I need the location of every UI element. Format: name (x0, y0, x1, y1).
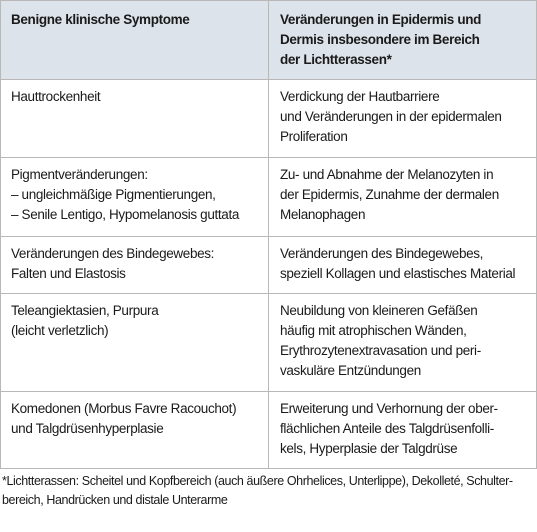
row-symptom (0, 294, 268, 391)
cell-line: Neubildung von kleineren Gefäßen (280, 303, 478, 318)
cell-line: vaskuläre Entzündungen (280, 363, 421, 378)
header-col2-line: Dermis insbesondere im Bereich (280, 32, 480, 47)
row-symptom (0, 158, 268, 236)
cell-line: häufig mit atrophischen Wänden, (280, 323, 467, 338)
table-row (0, 158, 537, 237)
table-row (0, 392, 537, 469)
table-header-row (0, 1, 537, 80)
cell-line: (leicht verletzlich) (11, 323, 109, 338)
row-change (268, 237, 537, 293)
footnote-line: bereich, Handrücken und distale Unterarme (2, 493, 228, 507)
cell-line: Melanophagen (280, 207, 366, 222)
row-change (268, 80, 537, 157)
cell-line: Verdickung der Hautbarriere (280, 89, 440, 104)
cell-line: Komedonen (Morbus Favre Racouchot) (11, 401, 237, 416)
cell-line: – Senile Lentigo, Hypomelanosis guttata (11, 207, 240, 222)
header-col1-line: Benigne klinische Symptome (11, 12, 190, 27)
cell-line: Erythrozytenextravasation und peri- (280, 343, 481, 358)
cell-line: Zu- und Abnahme der Melanozyten in (280, 167, 494, 182)
row-change (268, 158, 537, 236)
cell-line: der Epidermis, Zunahme der dermalen (280, 187, 499, 202)
cell-line: Veränderungen des Bindegewebes, (280, 246, 484, 261)
footnote-line: *Lichtterassen: Scheitel und Kopfbereich (auch äußere Ohrhelices, Unterlippe), Dekolleté, Schulter- (2, 474, 513, 488)
row-symptom (0, 237, 268, 293)
header-col2 (268, 1, 537, 79)
header-col2-line: der Lichtterassen* (280, 52, 392, 67)
cell-line: Erweiterung und Verhornung der ober- (280, 401, 498, 416)
table-row (0, 80, 537, 158)
cell-line: – ungleichmäßige Pigmentierungen, (11, 187, 216, 202)
cell-line: Veränderungen des Bindegewebes: (11, 246, 215, 261)
cell-line: und Talgdrüsenhyperplasie (11, 421, 164, 436)
cell-line: flächlichen Anteile des Talgdrüsenfolli- (280, 421, 494, 436)
cell-line: speziell Kollagen und elastisches Material (280, 266, 516, 281)
header-col1 (0, 1, 268, 79)
cell-line: kels, Hyperplasie der Talgdrüse (280, 441, 458, 456)
table-row (0, 294, 537, 392)
cell-line: Hauttrockenheit (11, 89, 101, 104)
cell-line: Teleangiektasien, Purpura (11, 303, 159, 318)
table-footnote (2, 472, 537, 510)
row-change (268, 392, 537, 468)
row-symptom (0, 392, 268, 468)
cell-line: Proliferation (280, 129, 348, 144)
header-col2-line: Veränderungen in Epidermis und (280, 12, 482, 27)
cell-line: Pigmentveränderungen: (11, 167, 148, 182)
row-change (268, 294, 537, 391)
table-row (0, 237, 537, 294)
row-symptom (0, 80, 268, 157)
cell-line: und Veränderungen in der epidermalen (280, 109, 502, 124)
cell-line: Falten und Elastosis (11, 266, 126, 281)
